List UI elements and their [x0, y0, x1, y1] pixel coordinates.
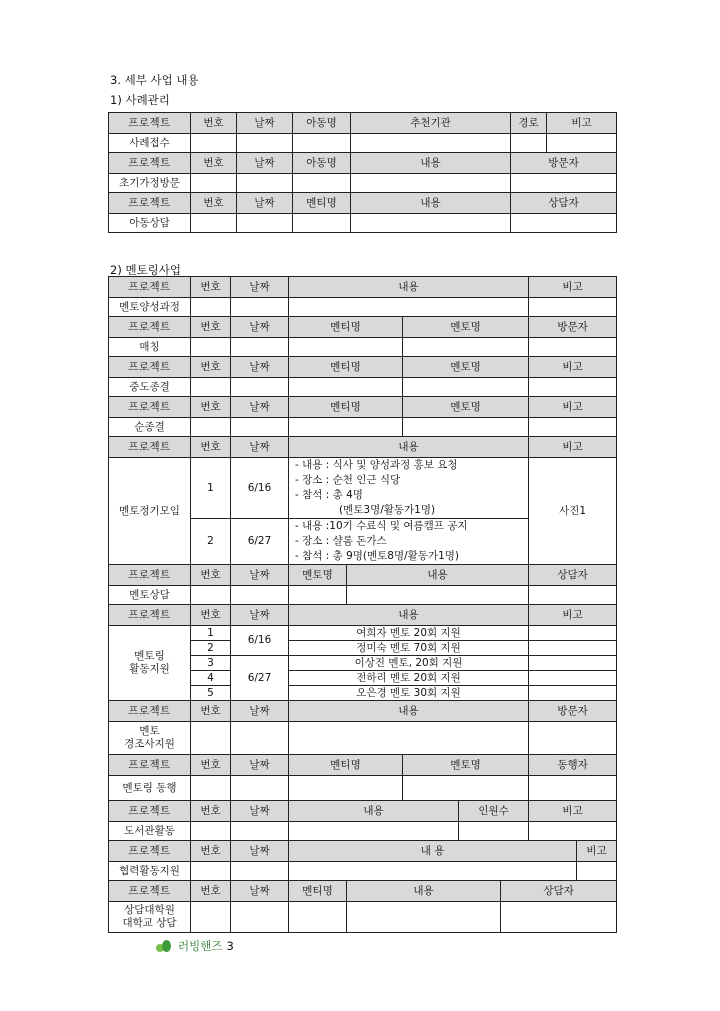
cell	[529, 378, 617, 397]
case-management-title: 1) 사례관리	[110, 93, 170, 107]
support-content: 전하리 멘토 20회 지원	[289, 671, 529, 686]
cell	[289, 338, 403, 357]
header-number: 번호	[191, 317, 231, 338]
meeting-details	[289, 458, 529, 519]
header-number: 번호	[191, 881, 231, 902]
header-project: 프로젝트	[109, 153, 191, 174]
cell	[191, 298, 231, 317]
row-initial-home-visit: 초기가정방문	[109, 174, 191, 193]
cell	[347, 586, 529, 605]
cell	[231, 862, 289, 881]
header-project: 프로젝트	[109, 881, 191, 902]
header-mentor-name: 멘토명	[403, 357, 529, 378]
cell	[191, 902, 231, 933]
cell	[293, 214, 351, 233]
header-date: 날짜	[231, 841, 289, 862]
cell	[403, 418, 529, 437]
meeting-details	[289, 519, 529, 565]
header-mentee-name: 멘티명	[289, 755, 403, 776]
cell	[351, 174, 511, 193]
header-note: 비고	[547, 113, 617, 134]
cell	[191, 776, 231, 801]
meeting-number: 2	[191, 519, 231, 565]
header-companion: 동행자	[529, 755, 617, 776]
row-mentor-condolence-support	[109, 722, 191, 755]
header-visitor: 방문자	[529, 317, 617, 338]
header-date: 날짜	[231, 357, 289, 378]
row-matching: 매칭	[109, 338, 191, 357]
row-child-counseling: 아동상담	[109, 214, 191, 233]
header-project: 프로젝트	[109, 605, 191, 626]
meeting-line: - 장소 : 순천 인근 식당	[295, 474, 401, 486]
header-content: 내용	[347, 565, 529, 586]
cell	[529, 641, 617, 656]
header-note: 비고	[529, 437, 617, 458]
header-mentor-name: 멘토명	[403, 755, 529, 776]
support-content: 이상진 멘토, 20회 지원	[289, 656, 529, 671]
cell	[529, 656, 617, 671]
cell	[231, 298, 289, 317]
cell	[577, 862, 617, 881]
row-mentoring-accompany: 멘토링 동행	[109, 776, 191, 801]
header-mentee-name: 멘티명	[293, 193, 351, 214]
page-number: 3	[226, 939, 234, 953]
header-number: 번호	[191, 113, 237, 134]
header-content: 내용	[351, 193, 511, 214]
cell	[289, 862, 577, 881]
meeting-date: 6/27	[231, 519, 289, 565]
header-note: 비고	[577, 841, 617, 862]
header-headcount: 인원수	[459, 801, 529, 822]
cell	[529, 298, 617, 317]
cell	[529, 626, 617, 641]
header-number: 번호	[191, 437, 231, 458]
cell	[191, 722, 231, 755]
header-content: 내용	[289, 605, 529, 626]
header-note: 비고	[529, 397, 617, 418]
cell	[231, 378, 289, 397]
row-early-termination: 중도종결	[109, 378, 191, 397]
cell	[289, 902, 347, 933]
univ-name-line: 대학교 상담	[122, 917, 177, 929]
cell	[191, 586, 231, 605]
header-date: 날짜	[231, 565, 289, 586]
cell	[231, 338, 289, 357]
header-project: 프로젝트	[109, 397, 191, 418]
cell	[191, 214, 237, 233]
cell	[351, 134, 511, 153]
cell	[529, 776, 617, 801]
cell	[191, 822, 231, 841]
cell	[501, 902, 617, 933]
cell	[403, 378, 529, 397]
cell	[289, 298, 529, 317]
meeting-line: - 내용 : 식사 및 양성과정 홍보 요청	[295, 459, 458, 471]
header-date: 날짜	[231, 317, 289, 338]
cell	[293, 174, 351, 193]
header-visitor: 방문자	[529, 701, 617, 722]
cell	[529, 822, 617, 841]
header-date: 날짜	[231, 397, 289, 418]
support-number: 1	[191, 626, 231, 641]
cell	[529, 722, 617, 755]
cell	[289, 822, 459, 841]
cell	[191, 418, 231, 437]
header-date: 날짜	[237, 113, 293, 134]
header-note: 비고	[529, 801, 617, 822]
header-referral-agency: 추천기관	[351, 113, 511, 134]
support-date: 6/16	[231, 626, 289, 656]
header-date: 날짜	[231, 801, 289, 822]
cell	[529, 686, 617, 701]
header-child-name: 아동명	[293, 153, 351, 174]
header-number: 번호	[191, 605, 231, 626]
support-number: 2	[191, 641, 231, 656]
cell	[231, 902, 289, 933]
header-project: 프로젝트	[109, 193, 191, 214]
support-number: 5	[191, 686, 231, 701]
header-content: 내용	[351, 153, 511, 174]
row-graduate-counseling	[109, 902, 191, 933]
header-note: 비고	[529, 357, 617, 378]
support-content: 여희자 멘토 20회 지원	[289, 626, 529, 641]
header-number: 번호	[191, 277, 231, 298]
header-mentor-name: 멘토명	[403, 397, 529, 418]
header-mentee-name: 멘티명	[289, 357, 403, 378]
brand-name: 러빙핸즈	[178, 939, 223, 953]
cell	[529, 586, 617, 605]
meeting-line: - 장소 : 샬롬 돈가스	[295, 535, 387, 547]
header-project: 프로젝트	[109, 277, 191, 298]
header-project: 프로젝트	[109, 701, 191, 722]
cell	[293, 134, 351, 153]
header-counselor: 상담자	[529, 565, 617, 586]
cell	[191, 862, 231, 881]
row-mentor-training: 멘토양성과정	[109, 298, 191, 317]
cell	[289, 722, 529, 755]
meeting-line: (멘토3명/활동가1명)	[339, 504, 436, 516]
header-mentor-name: 멘토명	[403, 317, 529, 338]
header-number: 번호	[191, 357, 231, 378]
cell	[191, 174, 237, 193]
cell	[529, 418, 617, 437]
header-note: 비고	[529, 277, 617, 298]
header-visitor: 방문자	[511, 153, 617, 174]
meeting-date: 6/16	[231, 458, 289, 519]
header-project: 프로젝트	[109, 565, 191, 586]
cell	[191, 378, 231, 397]
mentoring-table	[108, 276, 616, 933]
header-content: 내용	[289, 701, 529, 722]
cell	[511, 214, 617, 233]
cell	[237, 214, 293, 233]
cell	[231, 418, 289, 437]
header-counselor: 상담자	[501, 881, 617, 902]
support-name-line: 활동지원	[129, 663, 170, 675]
header-child-name: 아동명	[293, 113, 351, 134]
cell	[231, 586, 289, 605]
cell	[289, 776, 403, 801]
cell	[231, 776, 289, 801]
cell	[289, 418, 403, 437]
row-mentoring-activity-support	[109, 626, 191, 701]
cell	[511, 174, 617, 193]
header-number: 번호	[191, 397, 231, 418]
header-mentee-name: 멘티명	[289, 397, 403, 418]
header-date: 날짜	[231, 605, 289, 626]
header-date: 날짜	[231, 277, 289, 298]
header-date: 날짜	[231, 755, 289, 776]
header-date: 날짜	[237, 193, 293, 214]
header-project: 프로젝트	[109, 357, 191, 378]
header-mentor-name: 멘토명	[289, 565, 347, 586]
meeting-number: 1	[191, 458, 231, 519]
support-number: 4	[191, 671, 231, 686]
meeting-line: - 참석 : 총 9명(멘토8명/활동가1명)	[295, 550, 460, 562]
loving-hands-logo-icon	[156, 938, 174, 954]
header-mentee-name: 멘티명	[289, 881, 347, 902]
header-date: 날짜	[237, 153, 293, 174]
condolence-name-line: 경조사지원	[124, 738, 175, 750]
cell	[459, 822, 529, 841]
row-natural-termination: 순종결	[109, 418, 191, 437]
header-content: 내용	[289, 277, 529, 298]
header-number: 번호	[191, 841, 231, 862]
header-date: 날짜	[231, 881, 289, 902]
header-date: 날짜	[231, 701, 289, 722]
header-number: 번호	[191, 565, 231, 586]
support-content: 정미숙 멘토 70회 지원	[289, 641, 529, 656]
header-project: 프로젝트	[109, 841, 191, 862]
support-date: 6/27	[231, 656, 289, 701]
row-cooperative-activity-support: 협력활동지원	[109, 862, 191, 881]
section-title: 3. 세부 사업 내용	[110, 73, 199, 87]
header-project: 프로젝트	[109, 801, 191, 822]
support-name-line: 멘토링	[134, 650, 165, 662]
header-content: 내용	[289, 801, 459, 822]
header-number: 번호	[191, 701, 231, 722]
header-project: 프로젝트	[109, 317, 191, 338]
cell	[237, 174, 293, 193]
cell	[529, 338, 617, 357]
cell	[289, 586, 347, 605]
support-number: 3	[191, 656, 231, 671]
case-management-table	[108, 112, 616, 233]
page-footer	[156, 938, 234, 954]
cell	[529, 671, 617, 686]
header-number: 번호	[191, 801, 231, 822]
cell	[403, 776, 529, 801]
header-mentee-name: 멘티명	[289, 317, 403, 338]
header-note: 비고	[529, 605, 617, 626]
header-project: 프로젝트	[109, 113, 191, 134]
meeting-line: - 참석 : 총 4명	[295, 489, 363, 501]
cell	[231, 722, 289, 755]
header-content: 내용	[289, 437, 529, 458]
cell	[191, 134, 237, 153]
row-mentor-counseling: 멘토상담	[109, 586, 191, 605]
row-mentor-regular-meeting: 멘토정기모임	[109, 458, 191, 565]
cell	[347, 902, 501, 933]
cell	[547, 134, 617, 153]
header-content: 내 용	[289, 841, 577, 862]
meeting-line: - 내용 :10기 수료식 및 여름캠프 공지	[295, 520, 468, 532]
header-counselor: 상담자	[511, 193, 617, 214]
row-library-activity: 도서관활동	[109, 822, 191, 841]
header-number: 번호	[191, 755, 231, 776]
support-content: 오은경 멘토 30회 지원	[289, 686, 529, 701]
row-case-intake: 사례접수	[109, 134, 191, 153]
meeting-note: 사진1	[529, 458, 617, 565]
cell	[191, 338, 231, 357]
cell	[511, 134, 547, 153]
header-project: 프로젝트	[109, 755, 191, 776]
cell	[237, 134, 293, 153]
cell	[403, 338, 529, 357]
header-project: 프로젝트	[109, 437, 191, 458]
cell	[289, 378, 403, 397]
cell	[351, 214, 511, 233]
mentoring-title: 2) 멘토링사업	[110, 263, 182, 277]
header-content: 내용	[347, 881, 501, 902]
condolence-name-line: 멘토	[139, 725, 160, 737]
header-number: 번호	[191, 153, 237, 174]
univ-name-line: 상담대학원	[124, 904, 175, 916]
header-route: 경로	[511, 113, 547, 134]
cell	[231, 822, 289, 841]
header-date: 날짜	[231, 437, 289, 458]
header-number: 번호	[191, 193, 237, 214]
